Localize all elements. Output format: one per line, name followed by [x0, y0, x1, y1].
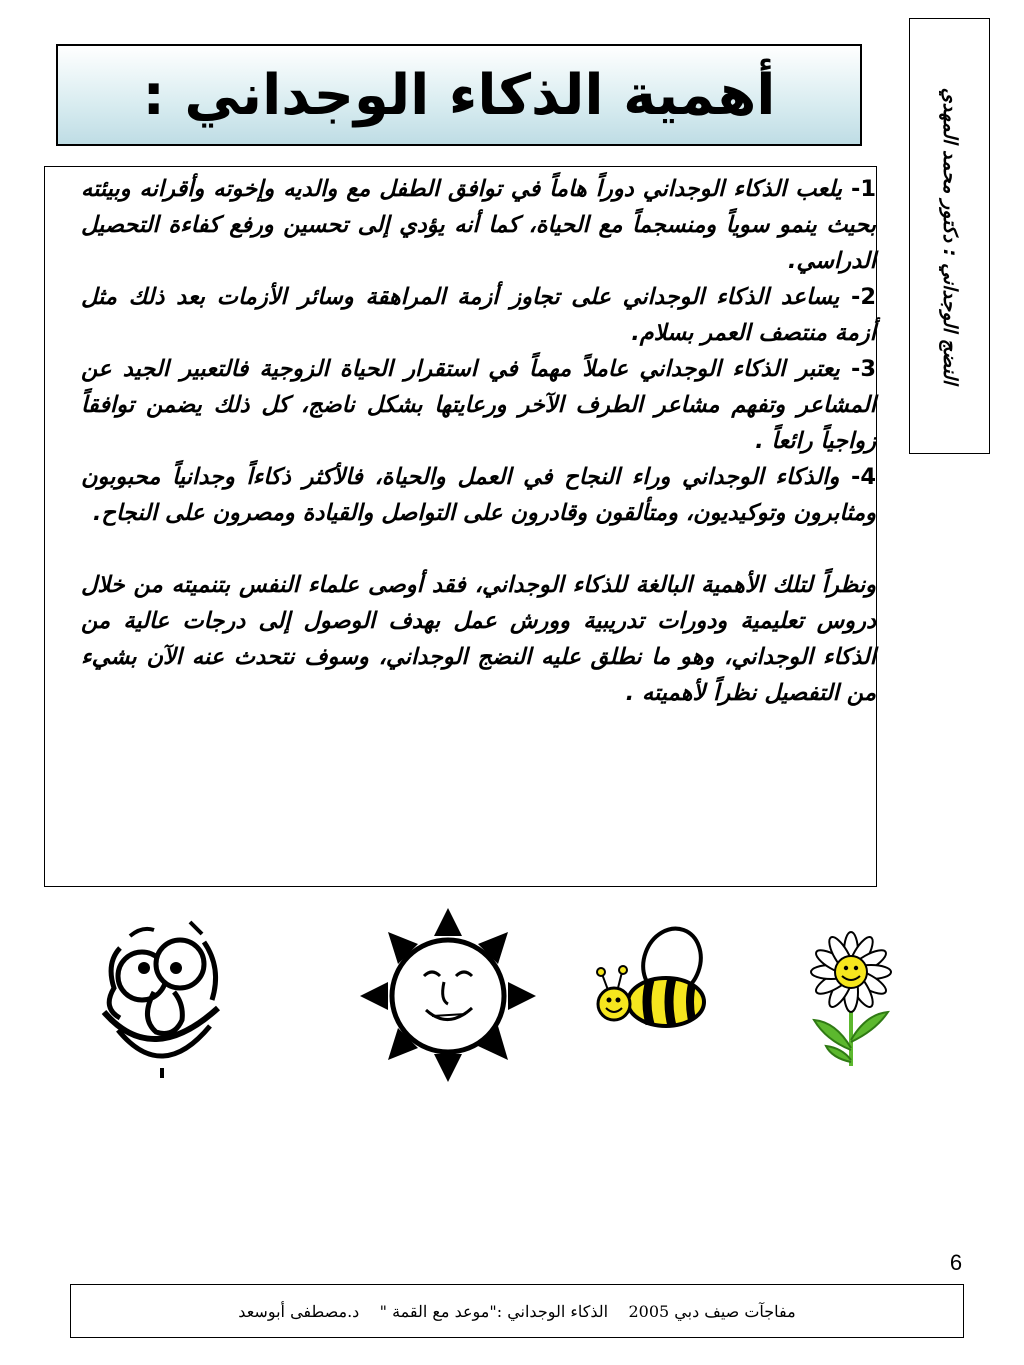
footer-text: مفاجآت صيف دبي 2005 الذكاء الوجداني :"موعد مع القمة " د.مصطفى أبوسعد — [238, 1301, 796, 1321]
paragraph-text: يساعد الذكاء الوجداني على تجاوز أزمة المراهقة وسائر الأزمات بعد ذلك مثل أزمة منتصف العمر بسلام. — [81, 284, 876, 346]
side-label-box — [909, 18, 990, 454]
paragraph-1 — [81, 171, 876, 279]
paragraph-text: يلعب الذكاء الوجداني دوراً هاماً في توافق الطفل مع والديه وإخوته وأقرانه وبيئته بحيث ينمو سوياً ومنسجماً مع الحياة، كما أنه يؤدي إلى تحسين ورفع كفاءة التحصيل الدراسي. — [81, 176, 876, 274]
smiling-face-icon — [92, 908, 242, 1078]
sun-face-icon — [358, 906, 538, 1084]
content-text — [81, 171, 876, 711]
page-number: 6 — [949, 1250, 963, 1275]
closing-paragraph: ونظراً لتلك الأهمية البالغة للذكاء الوجداني، فقد أوصى علماء النفس بتنميته من خلال دروس تعليمية ودورات تدريبية وورش عمل بهدف الوصول إلى درجات عالية من الذكاء الوجداني، وهو ما نطلق عليه النضج الوجداني، وسوف نتحدث عنه الآن بشيء من التفصيل نظراً لأهميته . — [81, 572, 876, 706]
paragraph-number: 1- — [851, 176, 876, 202]
footer — [70, 1284, 964, 1338]
paragraph-text: والذكاء الوجداني وراء النجاح في العمل والحياة، فالأكثر ذكاءاً وجدانياً محبوبون ومثابرون وتوكيديون، ومتألقون وقادرون على التواصل والقيادة ومصرون على النجاح. — [81, 464, 876, 526]
paragraph-number: 2- — [851, 284, 876, 310]
paragraph-number: 4- — [851, 464, 876, 490]
content-box — [44, 166, 877, 887]
daisy-flower-icon — [796, 930, 906, 1070]
page-title: أهمية الذكاء الوجداني : — [142, 62, 776, 128]
illustrations-row — [0, 900, 1024, 1090]
bee-icon — [594, 926, 724, 1036]
paragraph-text: يعتبر الذكاء الوجداني عاملاً مهماً في استقرار الحياة الزوجية فالتعبير الجيد عن المشاعر وتفهم مشاعر الطرف الآخر ورعايتها بشكل ناضج، كل ذلك يضمن توافقاً زواجياً رائعاً . — [81, 356, 876, 454]
paragraph-2 — [81, 279, 876, 351]
paragraph-number: 3- — [850, 356, 876, 382]
title-banner — [56, 44, 862, 146]
side-label: النضج الوجداني : دكتور محمد المهدي — [938, 87, 961, 385]
paragraph-4 — [81, 459, 876, 531]
paragraph-3 — [81, 351, 876, 459]
